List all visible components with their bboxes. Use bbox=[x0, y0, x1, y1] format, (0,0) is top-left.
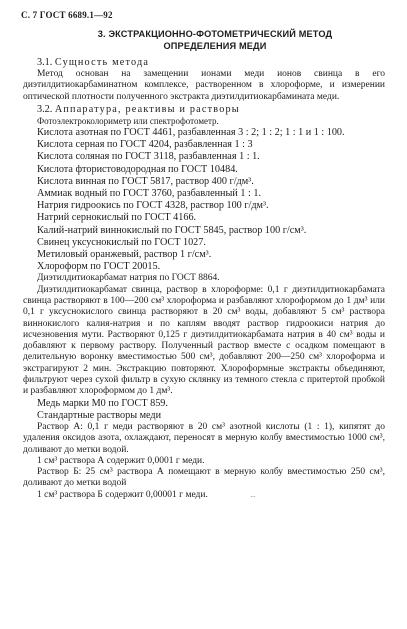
footer-mark: ... bbox=[250, 490, 256, 499]
solution-b-paragraph: Раствор Б: 25 см³ раствора А помещают в мерную колбу вместимостью 250 см³, доливают до метки водой bbox=[23, 467, 385, 489]
subsection-3-2-heading bbox=[23, 104, 385, 116]
list-item: Натрий сернокислый по ГОСТ 4166. bbox=[37, 212, 197, 224]
list-item: Калий-натрий виннокислый по ГОСТ 5845, раствор 100 г/см³. bbox=[37, 224, 307, 236]
list-item: Аммиак водный по ГОСТ 3760, разбавленный 1 : 1. bbox=[37, 187, 262, 199]
list-item: Стандартные растворы меди bbox=[37, 409, 162, 421]
list-item: Диэтилдитиокарбамат натрия по ГОСТ 8864. bbox=[37, 273, 220, 284]
list-item: Хлороформ по ГОСТ 20015. bbox=[37, 261, 161, 273]
list-item: Кислота азотная по ГОСТ 4461, разбавленная 3 : 2; 1 : 2; 1 : 1 и 1 : 100. bbox=[37, 126, 345, 138]
subsection-title: Аппаратура, реактивы и растворы bbox=[54, 103, 240, 115]
essence-paragraph: Метод основан на замещении ионами меди ионов свинца в его диэтилдитиокарбаминатном комплексе, растворенном в хлороформе, и измерении оптической плотности полученного экстракта диэтилдитиокарбамината меди. bbox=[23, 69, 385, 102]
list-item: Кислота винная по ГОСТ 5817, раствор 400 г/дм³. bbox=[37, 175, 254, 187]
list-item: Кислота фтористоводородная по ГОСТ 10484. bbox=[37, 163, 238, 175]
list-item: Кислота серная по ГОСТ 4204, разбавленная 1 : 3 bbox=[37, 139, 253, 151]
section-title-line-2: ОПРЕДЕЛЕНИЯ МЕДИ bbox=[163, 41, 267, 51]
solution-b-concentration bbox=[23, 490, 385, 501]
section-title-line-1: 3. ЭКСТРАКЦИОННО-ФОТОМЕТРИЧЕСКИЙ МЕТОД bbox=[97, 29, 333, 39]
subsection-number: 3.1. bbox=[37, 57, 53, 68]
page-header: С. 7 ГОСТ 6689.1—92 bbox=[21, 10, 113, 20]
list-item: Кислота соляная по ГОСТ 3118, разбавленная 1 : 1. bbox=[37, 151, 260, 163]
subsection-title: Сущность метода bbox=[54, 57, 150, 68]
solution-b-concentration-text: 1 см³ раствора Б содержит 0,00001 г меди. bbox=[37, 489, 208, 500]
list-item: Натрия гидроокись по ГОСТ 4328, раствор 100 г/дм³. bbox=[37, 200, 269, 212]
list-item: Фотоэлектроколориметр или спектрофотометр. bbox=[37, 115, 219, 126]
subsection-3-1-heading bbox=[23, 57, 385, 69]
solution-a-paragraph: Раствор А: 0,1 г меди растворяют в 20 см³ азотной кислоты (1 : 1), кипятят до удаления оксидов азота, охлаждают, переносят в мерную колбу вместимостью 1000 см³, доливают до метки водой. bbox=[23, 422, 385, 455]
lead-reagent-paragraph: Диэтилдитиокарбамат свинца, раствор в хлороформе: 0,1 г диэтилдитиокарбамата свинца растворяют в 100—200 см³ хлороформа и разбавляют хлороформом до 1 дм³ или 0,1 г уксуснокислого свинца растворяют в 20 см³ воды, добавляют 5 см³ раствора виннокислого калия-натрия и по каплям вводят раствор гидроокиси натрия до исчезновения мути. Растворяют 0,125 г диэтилдитиокарбамата натрия в 40 см³ воды и добавляют к первому раствору. Полученный раствор вместе с осадком помещают в делительную воронку вместимостью 500 см³, добавляют 200—250 см³ хлороформа и экстрагируют 2 мин. Экстракцию повторяют. Хлороформные экстракты объединяют, фильтруют через сухой фильтр в сухую склянку из темного стекла с притертой пробкой и разбавляют хлороформом до 1 дм³. bbox=[23, 284, 385, 397]
list-item: Метиловый оранжевый, раствор 1 г/см³. bbox=[37, 248, 212, 260]
list-item: Медь марки М0 по ГОСТ 859. bbox=[37, 397, 168, 409]
section-title bbox=[23, 28, 385, 52]
solution-a-concentration: 1 см³ раствора А содержит 0,0001 г меди. bbox=[37, 455, 205, 466]
subsection-number: 3.2. bbox=[37, 103, 53, 115]
list-item: Свинец уксуснокислый по ГОСТ 1027. bbox=[37, 236, 206, 248]
